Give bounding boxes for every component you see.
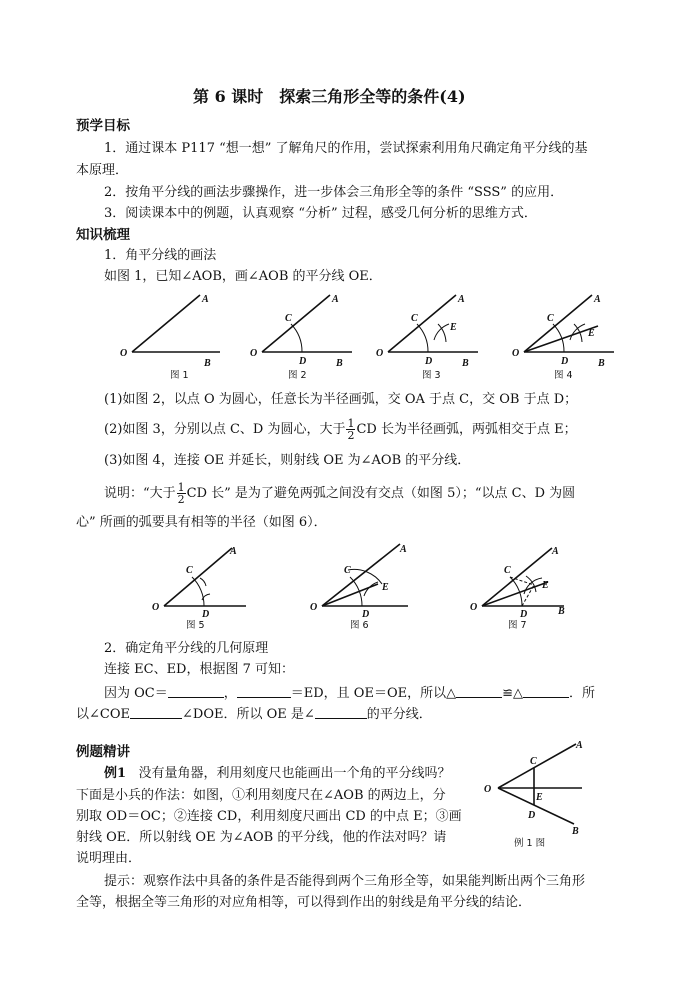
step-1: (1)如图 2，以点 O 为圆心，任意长为半径画弧，交 OA 于点 C，交 OB 于点 D； bbox=[104, 392, 578, 407]
so-line: 以∠COE ∠DOE．所以 OE 是∠ 的平分线． bbox=[76, 707, 432, 722]
preview-item-1-line-1: 1．通过课本 P117 “想一想” 了解角尺的作用，尝试探索利用角尺确定角平分线的基 bbox=[104, 141, 588, 156]
svg-text:D: D bbox=[425, 356, 433, 367]
example-line-1: 例1 没有量角器，利用刻度尺也能画出一个角的平分线吗？ bbox=[104, 766, 451, 781]
svg-text:B: B bbox=[558, 606, 565, 617]
step-3: (3)如图 4，连接 OE 并延长，则射线 OE 为∠AOB 的平分线． bbox=[104, 453, 471, 468]
caption-fig-6: 图 6 bbox=[350, 620, 369, 631]
svg-text:B: B bbox=[462, 358, 469, 369]
preview-heading: 预学目标 bbox=[76, 118, 130, 134]
figure-6 bbox=[308, 540, 418, 632]
svg-text:A: A bbox=[576, 740, 583, 751]
svg-text:O: O bbox=[512, 348, 520, 359]
svg-text:A: A bbox=[332, 294, 339, 305]
figure-2 bbox=[248, 290, 358, 382]
preview-item-1-line-2: 本原理． bbox=[76, 163, 129, 178]
fraction-half: $\frac{1}{2}$ bbox=[347, 417, 355, 442]
svg-text:D: D bbox=[362, 609, 370, 620]
example-label: 例1 bbox=[104, 766, 127, 781]
svg-text:O: O bbox=[484, 784, 492, 795]
figure-5 bbox=[150, 540, 260, 632]
figure-7 bbox=[468, 540, 578, 632]
svg-text:D: D bbox=[202, 609, 210, 620]
svg-text:E: E bbox=[542, 580, 549, 591]
caption-fig-2: 图 2 bbox=[288, 370, 307, 381]
label-o: O bbox=[120, 348, 128, 359]
svg-text:E: E bbox=[536, 792, 543, 803]
svg-text:C: C bbox=[411, 313, 418, 324]
because-line: 因为 OC＝ ， ＝ED，且 OE＝OE，所以△ ≌△ ．所 bbox=[104, 686, 596, 701]
svg-text:O: O bbox=[376, 348, 384, 359]
step-2: (2)如图 3，分别以点 C、D 为圆心，大于 $\frac{1}{2}$ CD 长为半径画弧，两弧相交于点 E； bbox=[104, 417, 577, 442]
example-line-4: 射线 OE．所以射线 OE 为∠AOB 的平分线，他的作法对吗？请 bbox=[76, 830, 447, 845]
knowledge-intro: 如图 1，已知∠AOB，画∠AOB 的平分线 OE． bbox=[104, 269, 382, 284]
svg-text:E: E bbox=[588, 328, 595, 339]
arc-from-c bbox=[438, 324, 446, 342]
example-figure bbox=[484, 738, 590, 850]
svg-text:B: B bbox=[572, 826, 579, 837]
svg-text:E: E bbox=[382, 582, 389, 593]
connect-line: 连接 EC、ED，根据图 7 可知： bbox=[104, 662, 295, 677]
label-b: B bbox=[204, 358, 211, 369]
svg-text:A: A bbox=[230, 546, 237, 557]
arc-cd bbox=[291, 324, 302, 352]
svg-text:O: O bbox=[250, 348, 258, 359]
preview-item-3: 3．阅读课本中的例题，认真观察 “分析” 过程，感受几何分析的思维方式． bbox=[104, 206, 537, 221]
bisector-oe bbox=[524, 326, 598, 352]
svg-text:A: A bbox=[552, 546, 559, 557]
svg-text:O: O bbox=[310, 602, 318, 613]
blank-1[interactable] bbox=[168, 685, 224, 698]
example-line-5: 说明理由． bbox=[76, 851, 142, 866]
svg-text:O: O bbox=[470, 602, 478, 613]
svg-text:A: A bbox=[400, 544, 407, 555]
fraction-half-note: $\frac{1}{2}$ bbox=[177, 481, 185, 506]
blank-4[interactable] bbox=[523, 685, 569, 698]
svg-text:C: C bbox=[186, 565, 193, 576]
note-line-2: 心” 所画的弧要具有相等的半径（如图 6）． bbox=[76, 515, 327, 530]
svg-text:B: B bbox=[336, 358, 343, 369]
knowledge-heading: 知识梳理 bbox=[76, 227, 130, 243]
svg-text:D: D bbox=[520, 609, 528, 620]
hint-line-1: 提示：观察作法中具备的条件是否能得到两个三角形全等，如果能判断出两个三角形 bbox=[104, 874, 586, 889]
svg-text:C: C bbox=[285, 313, 292, 324]
example-heading: 例题精讲 bbox=[76, 744, 130, 760]
svg-text:B: B bbox=[598, 358, 605, 369]
svg-text:C: C bbox=[504, 565, 511, 576]
knowledge-subheading-1: 1．角平分线的画法 bbox=[104, 248, 217, 263]
svg-text:D: D bbox=[528, 810, 536, 821]
svg-text:A: A bbox=[594, 294, 601, 305]
svg-text:C: C bbox=[530, 756, 537, 767]
caption-fig-4: 图 4 bbox=[554, 370, 573, 381]
blank-5[interactable] bbox=[130, 706, 182, 719]
knowledge-subheading-2: 2．确定角平分线的几何原理 bbox=[104, 641, 269, 656]
figure-1 bbox=[118, 290, 228, 382]
arc-from-d bbox=[434, 324, 449, 340]
note-line-1: 说明：“大于 $\frac{1}{2}$ CD 长” 是为了避免两弧之间没有交点（如图 5）；“以点 C、D 为圆 bbox=[104, 481, 576, 506]
svg-text:D: D bbox=[561, 356, 569, 367]
preview-item-2: 2．按角平分线的画法步骤操作，进一步体会三角形全等的条件 “SSS” 的应用． bbox=[104, 185, 564, 200]
short-arc-c bbox=[200, 578, 206, 586]
figure-4 bbox=[510, 290, 620, 382]
svg-text:D: D bbox=[299, 356, 307, 367]
caption-fig-5: 图 5 bbox=[186, 620, 205, 631]
caption-fig-1: 图 1 bbox=[170, 370, 189, 381]
caption-fig-7: 图 7 bbox=[508, 620, 527, 631]
example-line-2: 下面是小兵的作法：如图，①利用刻度尺在∠AOB 的两边上，分 bbox=[76, 788, 446, 803]
hint-line-2: 全等，根据全等三角形的对应角相等，可以得到作出的射线是角平分线的结论． bbox=[76, 895, 532, 910]
svg-text:E: E bbox=[450, 322, 457, 333]
svg-text:C: C bbox=[344, 565, 351, 576]
blank-3[interactable] bbox=[456, 685, 502, 698]
example-line-3: 别取 OD＝OC；②连接 CD，利用刻度尺画出 CD 的中点 E；③画 bbox=[76, 809, 462, 824]
caption-fig-3: 图 3 bbox=[422, 370, 441, 381]
blank-2[interactable] bbox=[237, 685, 291, 698]
svg-text:A: A bbox=[458, 294, 465, 305]
svg-text:O: O bbox=[152, 602, 160, 613]
page-title: 第 6 课时 探索三角形全等的条件(4) bbox=[193, 87, 466, 106]
ray-oa bbox=[132, 295, 200, 352]
svg-text:C: C bbox=[547, 313, 554, 324]
segment-ed bbox=[522, 585, 534, 606]
caption-example-figure: 例 1 图 bbox=[514, 838, 546, 849]
label-a: A bbox=[202, 294, 209, 305]
figure-3 bbox=[374, 290, 484, 382]
blank-6[interactable] bbox=[315, 706, 367, 719]
